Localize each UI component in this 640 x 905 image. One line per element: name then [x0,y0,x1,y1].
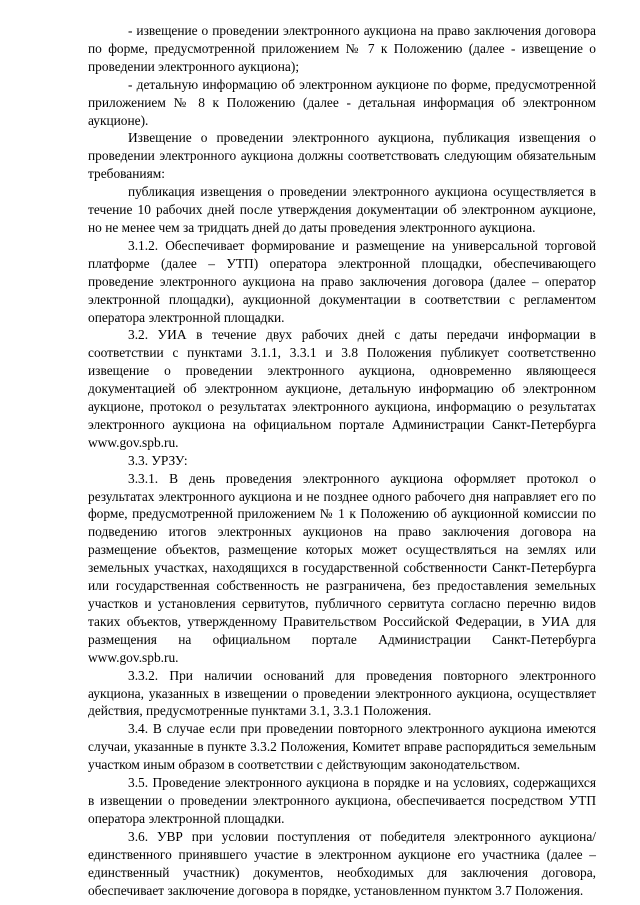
paragraph-3-2: 3.2. УИА в течение двух рабочих дней с даты передачи информации в соответствии с пунктами 3.1.1, 3.3.1 и 3.8 Положения публикует соответственно извещение о проведении электронного аукциона, одновременно являющееся документацией об электронном аукционе, детальную информацию об электронном аукционе, протокол о результатах электронного аукциона, информацию о результатах электронного аукциона на официальном портале Администрации Санкт-Петербурга www.gov.spb.ru. [88,327,596,450]
paragraph-auction-notice-item: - извещение о проведении электронного аукциона на право заключения договора по форме, предусмотренной приложением № 7 к Положению (далее - извещение о проведении электронного аукциона); [88,23,596,74]
paragraph-3-6: 3.6. УВР при условии поступления от победителя электронного аукциона/единственного принявшего участие в электронном аукционе его участника (далее – единственный участник) документов, необходимых для заключения договора, обеспечивает заключение договора в порядке, установленном пунктом 3.7 Положения. [88,828,596,898]
paragraph-3-5: 3.5. Проведение электронного аукциона в порядке и на условиях, содержащихся в извещении о проведении электронного аукциона, обеспечивается посредством УТП оператора электронной площадки. [88,775,596,826]
document-page [88,22,596,899]
paragraph-3-3-1: 3.3.1. В день проведения электронного аукциона оформляет протокол о результатах электронного аукциона и не позднее одного рабочего дня направляет его по форме, предусмотренной приложением № 1 к Положению об аукционной комиссии по подведению итогов электронных аукционов на право заключения договора на размещение объектов, размещение которых может осуществляться на землях или земельных участках, находящихся в государственной собственности Санкт-Петербурга или государственная собственность не разграничена, без предоставления земельных участков и установления сервитутов, публичного сервитута согласно перечню видов таких объектов, утвержденному Правительством Российской Федерации, в УИА для размещения на официальном портале Администрации Санкт-Петербурга www.gov.spb.ru. [88,470,596,665]
paragraph-notice-requirements: Извещение о проведении электронного аукциона, публикация извещения о проведении электронного аукциона должны соответствовать следующим обязательным требованиям: [88,130,596,182]
paragraph-publication-terms: публикация извещения о проведении электронного аукциона осуществляется в течение 10 рабочих дней после утверждения документации об электронном аукционе, но не менее чем за тридцать дней до даты проведения электронного аукциона. [88,184,596,235]
paragraph-3-3-heading: 3.3. УРЗУ: [128,452,188,468]
paragraph-detailed-info-item: - детальную информацию об электронном аукционе по форме, предусмотренной приложением № 8 к Положению (далее - детальная информация об электронном аукционе). [88,76,596,128]
paragraph-3-4: 3.4. В случае если при проведении повторного электронного аукциона имеются случаи, указанные в пункте 3.3.2 Положения, Комитет вправе распорядиться земельным участком иным образом в соответствии с действующим законодательством. [88,721,596,773]
paragraph-3-1-2: 3.1.2. Обеспечивает формирование и размещение на универсальной торговой платформе (далее – УТП) оператора электронной площадки, обеспечивающего проведение электронного аукциона на право заключения договора (далее – оператор электронной площадки), аукционной документации в соответствии с регламентом оператора электронной площадки. [88,237,596,325]
paragraph-3-3-2: 3.3.2. При наличии оснований для проведения повторного электронного аукциона, указанных в извещении о проведении электронного аукциона, осуществляет действия, предусмотренные пунктами 3.1, 3.3.1 Положения. [88,667,596,719]
